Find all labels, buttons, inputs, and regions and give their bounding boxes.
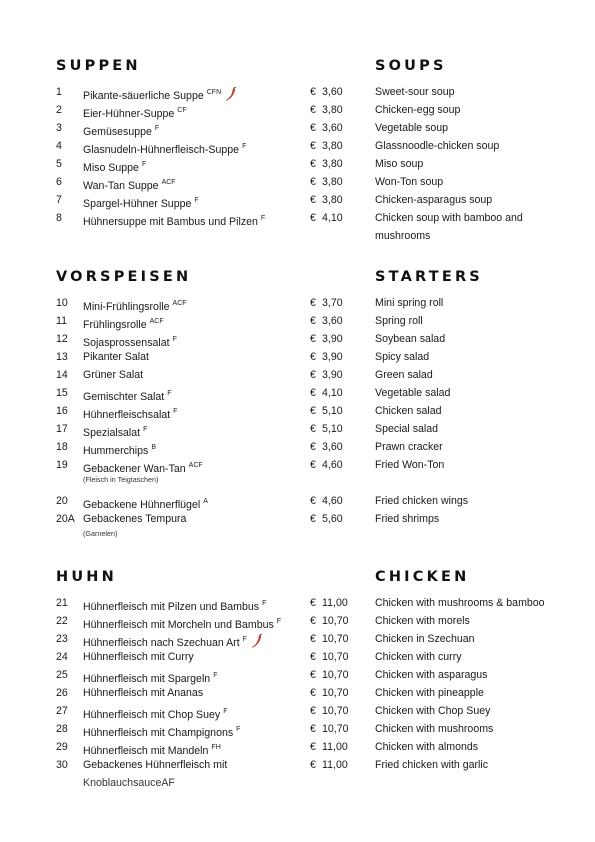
item-name-text: Gemüsesuppe	[83, 126, 152, 138]
menu-item	[0, 104, 595, 122]
section-heading-en: STARTERS	[375, 269, 483, 285]
item-price: 10,70	[322, 651, 349, 663]
chili-icon	[247, 637, 263, 649]
currency-symbol: €	[310, 633, 316, 645]
item-name-text: Hühnerfleisch nach Szechuan Art	[83, 637, 240, 649]
item-name-en: Vegetable salad	[375, 387, 451, 399]
item-number: 5	[56, 158, 62, 170]
item-number: 2	[56, 104, 62, 116]
item-name-de	[83, 369, 143, 382]
currency-symbol: €	[310, 405, 316, 417]
currency-symbol: €	[310, 297, 316, 309]
item-number: 24	[56, 651, 68, 663]
section-heading-de: HUHN	[56, 569, 117, 585]
item-number: 13	[56, 351, 68, 363]
item-name-en: Chicken with morels	[375, 615, 470, 627]
item-name-de	[83, 86, 237, 103]
item-number: 11	[56, 315, 67, 327]
item-number: 27	[56, 705, 68, 717]
item-name-en: Soybean salad	[375, 333, 446, 345]
currency-symbol: €	[310, 687, 316, 699]
item-name-de	[83, 633, 263, 650]
currency-symbol: €	[310, 212, 316, 224]
currency-symbol: €	[310, 705, 316, 717]
currency-symbol: €	[310, 86, 316, 98]
item-name-de	[83, 212, 265, 229]
item-name-de	[83, 441, 156, 458]
item-name-en: Chicken with pineapple	[375, 687, 484, 699]
item-name-en: Green salad	[375, 369, 433, 381]
menu-item	[0, 405, 595, 423]
item-name-text: Hühnerfleisch mit Curry	[83, 651, 194, 663]
item-number: 8	[56, 212, 62, 224]
currency-symbol: €	[310, 759, 316, 771]
section-heading-de: VORSPEISEN	[56, 269, 192, 285]
item-name-de	[83, 387, 172, 404]
currency-symbol: €	[310, 723, 316, 735]
item-name-de	[83, 513, 186, 526]
item-number: 14	[56, 369, 68, 381]
item-number: 25	[56, 669, 68, 681]
item-name-text: Pikante-säuerliche Suppe	[83, 90, 204, 102]
item-name-en: Mini spring roll	[375, 297, 444, 309]
menu-item	[0, 297, 595, 315]
item-price: 3,60	[322, 441, 343, 453]
item-name-text: Spezialsalat	[83, 427, 141, 439]
menu-item	[0, 633, 595, 651]
currency-symbol: €	[310, 423, 316, 435]
menu-item	[0, 351, 595, 369]
currency-symbol: €	[310, 104, 316, 116]
item-number: 18	[56, 441, 68, 453]
item-name-de	[83, 705, 227, 722]
allergen-code: AF	[161, 777, 175, 789]
item-name-de	[83, 759, 227, 772]
allergen-code: ACF	[172, 300, 187, 307]
item-name-de-line2	[83, 777, 175, 790]
item-name-en: Spicy salad	[375, 351, 430, 363]
item-name-de	[83, 194, 199, 211]
allergen-code: F	[260, 215, 266, 222]
chili-icon	[221, 90, 237, 102]
item-name-text: Hühnerfleisch mit Mandeln	[83, 745, 209, 757]
allergen-code: F	[262, 600, 267, 607]
item-name-en: Chicken with curry	[375, 651, 462, 663]
currency-symbol: €	[310, 158, 316, 170]
item-price: 3,90	[322, 351, 343, 363]
allergen-code: ACF	[149, 318, 164, 325]
item-name-text: Hühnerfleischsalat	[83, 409, 171, 421]
item-number: 1	[56, 86, 62, 98]
menu-item	[0, 122, 595, 140]
section-heading-en: SOUPS	[375, 58, 447, 74]
item-name-text: Gebackenes Tempura	[83, 513, 187, 525]
menu-item	[0, 441, 595, 459]
allergen-code: F	[242, 143, 247, 150]
item-price: 4,60	[322, 459, 343, 471]
item-name-text: Hühnerfleisch mit Spargeln	[83, 673, 211, 685]
allergen-code: F	[213, 672, 218, 679]
item-name-text: Spargel-Hühner Suppe	[83, 198, 192, 210]
allergen-code: F	[154, 125, 160, 132]
item-name-text-line2: Knoblauchsauce	[83, 777, 162, 789]
item-number: 12	[56, 333, 68, 345]
currency-symbol: €	[310, 140, 316, 152]
item-number: 20A	[56, 513, 75, 525]
item-name-text: Gemischter Salat	[83, 391, 165, 403]
item-number: 16	[56, 405, 68, 417]
item-name-text: Gebackene Hühnerflügel	[83, 499, 201, 511]
allergen-code: F	[173, 408, 178, 415]
currency-symbol: €	[310, 459, 316, 471]
currency-symbol: €	[310, 651, 316, 663]
item-number: 21	[56, 597, 68, 609]
item-name-text: Grüner Salat	[83, 369, 144, 381]
item-name-text: Hühnerfleisch mit Champignons	[83, 727, 234, 739]
currency-symbol: €	[310, 369, 316, 381]
menu-item	[0, 333, 595, 351]
menu-item	[0, 687, 595, 705]
allergen-code: F	[223, 708, 228, 715]
item-price: 11,00	[322, 597, 348, 609]
currency-symbol: €	[310, 495, 316, 507]
item-price: 5,10	[322, 423, 343, 435]
allergen-code: B	[151, 444, 157, 451]
allergen-code: CFN	[206, 89, 222, 96]
allergen-code: F	[141, 161, 147, 168]
section-heading-de: SUPPEN	[56, 58, 141, 74]
currency-symbol: €	[310, 441, 316, 453]
item-name-text: Glasnudeln-Hühnerfleisch-Suppe	[83, 144, 240, 156]
item-number: 17	[56, 423, 68, 435]
item-number: 30	[56, 759, 68, 771]
menu-item	[0, 315, 595, 333]
item-number: 6	[56, 176, 62, 188]
menu-item	[0, 723, 595, 741]
item-name-de	[83, 405, 177, 422]
item-name-text: Hühnersuppe mit Bambus und Pilzen	[83, 216, 258, 228]
item-price: 4,10	[322, 387, 343, 399]
currency-symbol: €	[310, 741, 316, 753]
allergen-code: F	[194, 197, 199, 204]
item-name-en: Chicken with mushrooms	[375, 723, 494, 735]
item-price: 10,70	[322, 615, 349, 627]
item-number: 4	[56, 140, 62, 152]
item-name-en: Special salad	[375, 423, 439, 435]
item-name-de	[83, 122, 159, 139]
item-price: 10,70	[322, 705, 349, 717]
item-name-en: Miso soup	[375, 158, 424, 170]
item-name-en: Fried Won-Ton	[375, 459, 445, 471]
item-price: 4,60	[322, 495, 343, 507]
item-number: 23	[56, 633, 68, 645]
item-number: 29	[56, 741, 68, 753]
item-number: 20	[56, 495, 68, 507]
allergen-code: F	[242, 636, 247, 643]
item-name-text: Wan-Tan Suppe	[83, 180, 159, 192]
item-name-de	[83, 495, 208, 512]
currency-symbol: €	[310, 333, 316, 345]
allergen-code: A	[203, 498, 208, 505]
allergen-code: ACF	[161, 179, 176, 186]
item-price: 3,80	[322, 194, 343, 206]
menu-item	[0, 194, 595, 212]
menu-item	[0, 423, 595, 441]
allergen-code: F	[172, 336, 177, 343]
item-price: 10,70	[322, 633, 349, 645]
item-price: 11,00	[322, 759, 348, 771]
menu-item	[0, 459, 595, 484]
item-number: 22	[56, 615, 68, 627]
item-name-de	[83, 669, 217, 686]
allergen-code: F	[236, 726, 241, 733]
item-note: (Garnelen)	[83, 529, 118, 538]
item-price: 5,10	[322, 405, 343, 417]
item-number: 15	[56, 387, 68, 399]
currency-symbol: €	[310, 122, 316, 134]
menu-item	[0, 705, 595, 723]
item-price: 3,60	[322, 315, 343, 327]
menu-item	[0, 615, 595, 633]
item-price: 3,60	[322, 122, 343, 134]
item-name-text: Miso Suppe	[83, 162, 139, 174]
item-name-de	[83, 687, 203, 700]
allergen-code: CF	[177, 107, 187, 114]
item-name-en: Spring roll	[375, 315, 423, 327]
item-name-de	[83, 297, 187, 314]
item-name-text: Hühnerfleisch mit Ananas	[83, 687, 204, 699]
menu-item	[0, 759, 595, 789]
item-name-de	[83, 351, 149, 364]
currency-symbol: €	[310, 615, 316, 627]
item-name-de	[83, 597, 266, 614]
item-name-de	[83, 741, 221, 758]
item-name-text: Frühlingsrolle	[83, 319, 147, 331]
allergen-code: FH	[211, 744, 221, 751]
item-name-de	[83, 651, 194, 664]
allergen-code: F	[276, 618, 282, 625]
item-price: 11,00	[322, 741, 348, 753]
currency-symbol: €	[310, 513, 316, 525]
menu-item	[0, 513, 595, 538]
allergen-code: F	[143, 426, 148, 433]
item-price: 3,90	[322, 333, 343, 345]
item-price: 3,90	[322, 369, 343, 381]
item-name-text: Mini-Frühlingsrolle	[83, 301, 170, 313]
item-note: (Fleisch in Teigtaschen)	[83, 475, 159, 484]
item-name-text: Hummerchips	[83, 445, 149, 457]
item-name-text: Eier-Hühner-Suppe	[83, 108, 175, 120]
item-name-en: Sweet-sour soup	[375, 86, 455, 98]
item-name-text: Sojasprossensalat	[83, 337, 170, 349]
currency-symbol: €	[310, 669, 316, 681]
item-name-en: Chicken-egg soup	[375, 104, 461, 116]
item-price: 10,70	[322, 669, 349, 681]
menu-item	[0, 495, 595, 513]
menu-item	[0, 212, 595, 242]
item-price: 3,70	[322, 297, 343, 309]
menu-item	[0, 651, 595, 669]
item-name-de	[83, 333, 177, 350]
item-name-en-line2: mushrooms	[375, 230, 431, 242]
item-number: 26	[56, 687, 68, 699]
item-name-en: Fried shrimps	[375, 513, 440, 525]
item-name-en: Fried chicken with garlic	[375, 759, 489, 771]
item-name-text: Gebackener Wan-Tan	[83, 463, 186, 475]
item-number: 10	[56, 297, 68, 309]
item-name-text: Hühnerfleisch mit Chop Suey	[83, 709, 221, 721]
item-price: 3,80	[322, 140, 343, 152]
item-name-de	[83, 315, 164, 332]
item-name-text: Pikanter Salat	[83, 351, 149, 363]
currency-symbol: €	[310, 387, 316, 399]
item-price: 4,10	[322, 212, 343, 224]
item-name-de	[83, 615, 281, 632]
currency-symbol: €	[310, 194, 316, 206]
menu-item	[0, 369, 595, 387]
menu-item	[0, 597, 595, 615]
item-name-en: Chicken soup with bamboo and	[375, 212, 523, 224]
item-price: 3,80	[322, 158, 343, 170]
item-price: 10,70	[322, 687, 349, 699]
item-price: 10,70	[322, 723, 349, 735]
item-name-en: Glassnoodle-chicken soup	[375, 140, 500, 152]
item-name-en: Fried chicken wings	[375, 495, 469, 507]
item-name-en: Chicken with mushrooms & bamboo	[375, 597, 545, 609]
section-heading-en: CHICKEN	[375, 569, 470, 585]
item-number: 28	[56, 723, 68, 735]
currency-symbol: €	[310, 351, 316, 363]
item-name-text: Hühnerfleisch mit Pilzen und Bambus	[83, 601, 260, 613]
item-name-en: Chicken-asparagus soup	[375, 194, 493, 206]
item-name-de	[83, 104, 187, 121]
item-name-en: Chicken with Chop Suey	[375, 705, 491, 717]
item-number: 3	[56, 122, 62, 134]
allergen-code: F	[167, 390, 172, 397]
menu-item	[0, 741, 595, 759]
menu-item	[0, 176, 595, 194]
item-name-en: Chicken with almonds	[375, 741, 479, 753]
allergen-code: ACF	[188, 462, 203, 469]
item-price: 3,80	[322, 104, 343, 116]
currency-symbol: €	[310, 176, 316, 188]
item-name-text: Hühnerfleisch mit Morcheln und Bambus	[83, 619, 274, 631]
item-name-en: Won-Ton soup	[375, 176, 444, 188]
item-name-en: Vegetable soup	[375, 122, 449, 134]
menu-item	[0, 387, 595, 405]
item-name-de	[83, 158, 146, 175]
menu-item	[0, 669, 595, 687]
item-name-de	[83, 176, 176, 193]
item-number: 19	[56, 459, 68, 471]
item-name-de	[83, 140, 246, 157]
currency-symbol: €	[310, 315, 316, 327]
currency-symbol: €	[310, 597, 316, 609]
item-name-text: Gebackenes Hühnerfleisch mit	[83, 759, 228, 771]
menu-item	[0, 86, 595, 104]
item-name-en: Chicken with asparagus	[375, 669, 488, 681]
menu-item	[0, 158, 595, 176]
item-name-en: Prawn cracker	[375, 441, 443, 453]
item-name-de	[83, 723, 240, 740]
item-name-en: Chicken salad	[375, 405, 442, 417]
item-price: 3,60	[322, 86, 343, 98]
item-price: 3,80	[322, 176, 343, 188]
menu-item	[0, 140, 595, 158]
item-name-en: Chicken in Szechuan	[375, 633, 475, 645]
item-price: 5,60	[322, 513, 343, 525]
item-name-de	[83, 423, 147, 440]
item-number: 7	[56, 194, 62, 206]
